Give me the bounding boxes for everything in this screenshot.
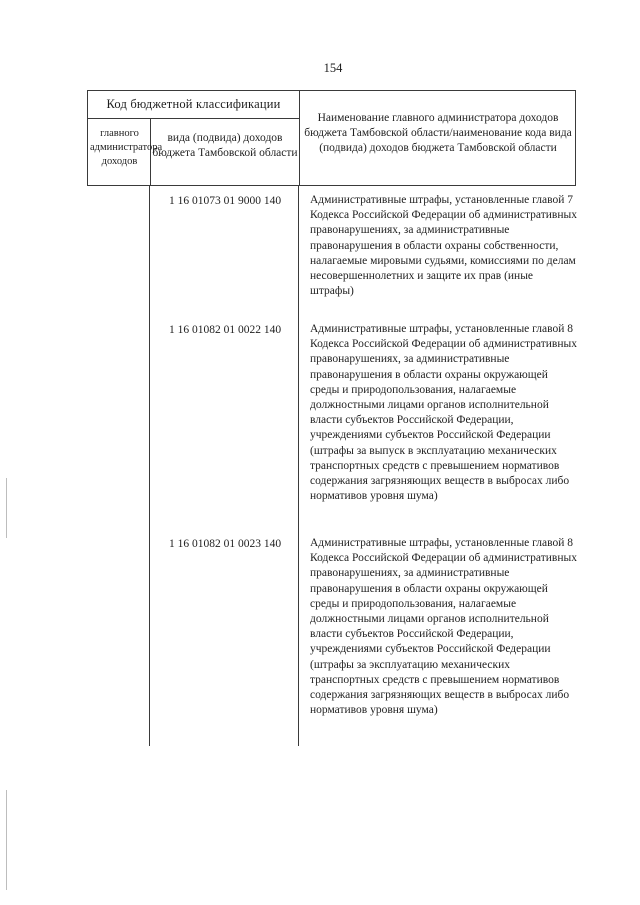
table-header (87, 90, 576, 186)
row-description-3: Административные штрафы, установленные главой 8 Кодекса Российской Федерации об административных правонарушениях, за административные правонарушения в области охраны окружающей среды и природопользования, налагаемые должностными лицами органов исполнительной власти субъектов Российской Федерации, учреждениями субъектов Российской Федерации (штрафы за эксплуатацию механических транспортных средств с превышением нормативов содержания загрязняющих веществ в выбросах либо нормативов уровня шума) (310, 537, 577, 717)
row-code-2: 1 16 01082 01 0022 140 (168, 324, 282, 336)
header-divider-horizontal (88, 118, 299, 119)
code-caption: Код бюджетной классификации (106, 97, 281, 111)
page-number: 154 (323, 61, 343, 75)
row-code-3: 1 16 01082 01 0023 140 (168, 538, 282, 550)
row-description-1: Административные штрафы, установленные главой 7 Кодекса Российской Федерации об административных правонарушениях, за административные правонарушения в области охраны собственности, налагаемые мировыми судьями, комиссиями по делам несовершеннолетних и защите их прав (иные штрафы) (310, 194, 577, 298)
column-rule-admin (149, 186, 150, 746)
row-code-1: 1 16 01073 01 9000 140 (168, 195, 282, 207)
kind-caption: вида (подвида) доходов бюджета Тамбовской области (152, 132, 298, 159)
scan-mark (6, 790, 7, 890)
name-caption: Наименование главного администратора доходов бюджета Тамбовской области/наименование кода вида (подвида) доходов бюджета Тамбовской области (304, 112, 572, 154)
row-description-2: Административные штрафы, установленные главой 8 Кодекса Российской Федерации об административных правонарушениях, за административные правонарушения в области охраны окружающей среды и природопользования, налагаемые должностными лицами органов исполнительной власти субъектов Российской Федерации, учреждениями субъектов Российской Федерации (штрафы за выпуск в эксплуатацию механических транспортных средств с превышением нормативов содержания загрязняющих веществ в выбросах либо нормативов уровня шума) (310, 323, 577, 503)
header-divider-name (299, 91, 300, 185)
admin-caption: главного администратора доходов (90, 128, 163, 167)
scan-mark (6, 478, 7, 538)
column-rule-name (298, 186, 299, 746)
